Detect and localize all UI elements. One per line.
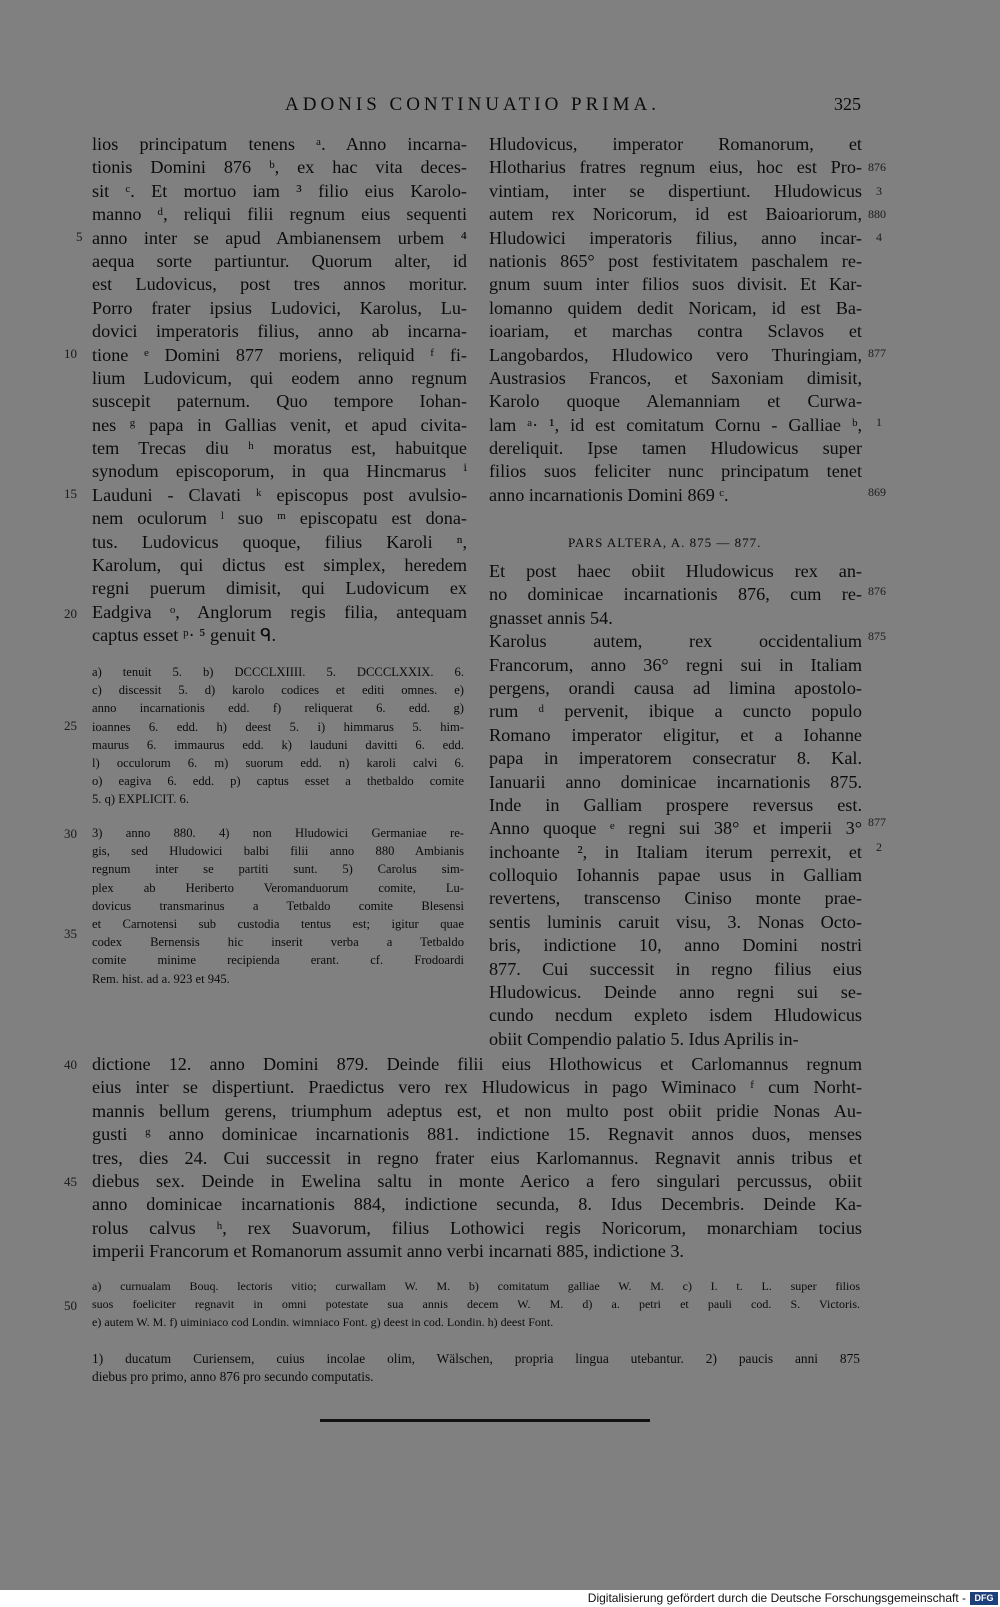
text-line: diebus sex. Deinde in Ewelina saltu in monte Aerico a fero singulari percussus, obiit	[92, 1170, 862, 1191]
text-line: Hludovicus, imperator Romanorum, et	[489, 134, 862, 154]
text-line: Karolum, qui dictus est simplex, heredem	[92, 555, 467, 576]
text-line: regni puerum dimisit, qui Ludovicum ex	[92, 578, 467, 599]
text-line: l) occulorum 6. m) suorum edd. n) karoli calvi 6.	[92, 755, 464, 770]
text-line: cundo necdum expleto isdem Hludowicus	[489, 1005, 862, 1026]
text-line: 3) anno 880. 4) non Hludowici Germaniae re-	[92, 826, 464, 840]
page-number: 325	[834, 94, 861, 114]
text-line: e) autem W. M. f) uiminiaco cod Londin. wimniaco Font. g) deest in cod. Londin. h) deest Font.	[92, 1315, 554, 1330]
text-line: rum ᵈ pervenit, ibique a cuncto populo	[489, 701, 862, 722]
text-line: nationis 865° post festivitatem paschalem re-	[489, 250, 862, 271]
text-line: codex Bernensis hic inserit verba a Tetbaldo	[92, 935, 464, 950]
section-heading: PARS ALTERA, A. 875 — 877.	[568, 535, 762, 550]
text-line: Romano imperator eligitur, et a Iohanne	[489, 724, 862, 745]
margin-number: 876	[868, 160, 886, 174]
text-line: Hludowicus. Deinde anno regni sui se-	[489, 982, 862, 1003]
text-line: Inde in Galliam prospere reversus est.	[489, 794, 862, 815]
text-line: Eadgiva ᵒ, Anglorum regis filia, antequam	[92, 601, 467, 622]
margin-number: 877	[868, 815, 886, 829]
margin-number: 877	[868, 346, 886, 360]
running-title: ADONIS CONTINUATIO PRIMA.	[285, 94, 660, 115]
margin-number: 50	[64, 1298, 77, 1313]
margin-number: 876	[868, 584, 886, 598]
margin-number: 45	[64, 1174, 77, 1189]
text-line: ioariam, et marchas contra Sclavos et	[489, 321, 862, 342]
margin-number: 4	[876, 230, 882, 244]
text-line: lios principatum tenens ᵃ. Anno incarna-	[92, 134, 467, 154]
text-line: revertens, transcenso Ciniso monte prae-	[489, 888, 862, 909]
text-line: Karolus autem, rex occidentalium	[489, 631, 862, 652]
margin-number: 875	[868, 629, 886, 643]
text-line: 5. q) EXPLICIT. 6.	[92, 792, 190, 807]
right-column-text-b	[489, 560, 862, 1051]
text-line: imperii Francorum et Romanorum assumit anno verbi incarnati 885, indictione 3.	[92, 1241, 684, 1262]
text-line: gusti ᵍ anno dominicae incarnationis 881. indictione 15. Regnavit annos duos, menses	[92, 1124, 862, 1145]
text-line: anno inter se apud Ambianensem urbem ⁴	[92, 227, 467, 248]
text-line: a) tenuit 5. b) DCCCLXIIII. 5. DCCCLXXIX. 6.	[92, 665, 464, 679]
text-line: Porro frater ipsius Ludovici, Karolus, Lu-	[92, 297, 467, 318]
text-line: colloquio Iohannis papae usus in Galliam	[489, 865, 862, 886]
margin-number: 1	[876, 415, 882, 429]
full-width-text	[92, 1053, 862, 1264]
text-line: bris, indictione 10, anno Domini nostri	[489, 935, 862, 956]
text-line: dereliquit. Ipse tamen Hludowicus super	[489, 438, 862, 459]
text-line: suos foeliciter regnavit in omni potestate sua annis decem W. M. d) a. petri et pauli cod. S. Victoris.	[92, 1297, 860, 1312]
text-line: nem oculorum ˡ suo ᵐ episcopatu est dona-	[92, 508, 467, 529]
text-line: filios suos feliciter nunc principatum tenet	[489, 461, 862, 482]
margin-number: 30	[64, 826, 77, 841]
text-line: papa in imperatorem consecratur 8. Kal.	[489, 748, 862, 769]
margin-number: 10	[64, 346, 77, 361]
text-line: Hlotharius fratres regnum eius, hoc est Pro-	[489, 157, 862, 178]
text-line: eius inter se dispertiunt. Praedictus vero rex Hludowicus in pago Wiminaco ᶠ cum Norht-	[92, 1077, 862, 1098]
text-line: et Carnotensi sub custodia tentus est; igitur quae	[92, 916, 464, 931]
text-line: plex ab Heriberto Veromanduorum comite, Lu-	[92, 880, 464, 895]
text-line: inchoante ², in Italiam iterum perrexit, et	[489, 841, 862, 862]
text-line: nes ᵍ papa in Gallias venit, et apud civita-	[92, 414, 467, 435]
text-line: Anno quoque ᵉ regni sui 38° et imperii 3°	[489, 818, 862, 839]
text-line: obiit Compendio palatio 5. Idus Aprilis in-	[489, 1028, 799, 1049]
text-line: lium Ludovicum, qui eodem anno regnum	[92, 367, 467, 388]
text-line: dictione 12. anno Domini 879. Deinde filii eius Hlothowicus et Carlomannus regnum	[92, 1054, 862, 1074]
text-line: gnum suum inter filios suos divisit. Et Kar-	[489, 274, 862, 295]
text-line: gis, sed Hludowici balbi filii anno 880 Ambianis	[92, 844, 464, 859]
text-line: mannis bellum gerens, triumphum adeptus est, et non multo post obiit pridie Nonas Au-	[92, 1100, 862, 1121]
text-line: ioannes 6. edd. h) deest 5. i) himmarus 5. him-	[92, 719, 464, 734]
bottom-footnotes-notes	[92, 1349, 860, 1385]
margin-number: 35	[64, 926, 77, 941]
margin-number: 880	[868, 207, 886, 221]
text-line: tus. Ludovicus quoque, filius Karoli ⁿ,	[92, 531, 467, 552]
text-line: comite minime recipienda erant. cf. Frodoardi	[92, 953, 464, 968]
margin-number: 869	[868, 485, 886, 499]
text-line: anno incarnationis Domini 869 ᶜ.	[489, 484, 729, 505]
left-column-text	[92, 133, 467, 648]
margin-number: 40	[64, 1057, 77, 1072]
text-line: Francorum, anno 36° regni sui in Italiam	[489, 654, 862, 675]
text-line: no dominicae incarnationis 876, cum re-	[489, 584, 862, 605]
text-line: Et post haec obiit Hludowicus rex an-	[489, 561, 862, 581]
text-line: est Ludovicus, post tres annos moritur.	[92, 274, 467, 295]
text-line: Karolo quoque Alemanniam et Curwa-	[489, 391, 862, 412]
text-line: suscepit paternum. Quo tempore Iohan-	[92, 391, 467, 412]
left-footnotes-notes	[92, 824, 464, 988]
bottom-footnotes-variants	[92, 1277, 860, 1332]
text-line: Langobardos, Hludowico vero Thuringiam,	[489, 344, 862, 365]
text-line: pergens, orandi causa ad limina apostolo-	[489, 677, 862, 698]
text-line: Rem. hist. ad a. 923 et 945.	[92, 971, 230, 986]
text-line: lomanno quidem dedit Noricam, id est Ba-	[489, 297, 862, 318]
text-line: Hludowici imperatoris filius, anno incar-	[489, 227, 862, 248]
closing-rule	[320, 1419, 650, 1422]
left-footnotes-variants	[92, 663, 464, 809]
running-header	[0, 94, 1000, 124]
text-line: aequa sorte partiuntur. Quorum alter, id	[92, 250, 467, 271]
text-line: vintiam, inter se dispertiunt. Hludowicus	[489, 180, 862, 201]
text-line: gnasset annis 54.	[489, 607, 613, 628]
right-column-text-a	[489, 133, 862, 507]
text-line: Austrasios Francos, et Saxoniam dimisit,	[489, 367, 862, 388]
text-line: sentis luminis caruit visu, 3. Nonas Octo-	[489, 911, 862, 932]
margin-number: 15	[64, 486, 77, 501]
text-line: o) eagiva 6. edd. p) captus esset a thetbaldo comite	[92, 774, 464, 789]
text-line: dovicus transmarinus a Tetbaldo comite Blesensi	[92, 898, 464, 913]
text-line: manno ᵈ, reliqui filii regnum eius sequenti	[92, 204, 467, 225]
digitization-bar	[0, 1590, 1000, 1607]
text-line: rolus calvus ʰ, rex Suavorum, filius Lothowici regis Noricorum, monarchiam tocius	[92, 1217, 862, 1238]
text-line: 1) ducatum Curiensem, cuius incolae olim, Wälschen, propria lingua utebantur. 2) paucis anni 875	[92, 1351, 860, 1366]
margin-number: 25	[64, 718, 77, 733]
text-line: sit ᶜ. Et mortuo iam ³ filio eius Karolo-	[92, 180, 467, 201]
text-line: Ianuarii anno dominicae incarnationis 875.	[489, 771, 862, 792]
text-line: tres, dies 24. Cui successit in regno frater eius Karlomannus. Regnavit annis tribus et	[92, 1147, 862, 1168]
text-line: regnum inter se partiti sunt. 5) Carolus sim-	[92, 862, 464, 877]
text-line: maurus 6. immaurus edd. k) lauduni davitti 6. edd.	[92, 737, 464, 752]
text-line: 877. Cui successit in regno filius eius	[489, 958, 862, 979]
dfg-logo: DFG	[970, 1592, 998, 1605]
margin-number: 5	[76, 229, 83, 244]
text-line: autem rex Noricorum, id est Baioariorum,	[489, 204, 862, 225]
text-line: c) discessit 5. d) karolo codices et editi omnes. e)	[92, 683, 464, 698]
text-line: a) curnualam Bouq. lectoris vitio; curwallam W. M. b) comitatum galliae W. M. c) I. t. L. super filios	[92, 1279, 860, 1293]
text-line: Lauduni - Clavati ᵏ episcopus post avulsio-	[92, 484, 467, 505]
text-line: tione ᵉ Domini 877 moriens, reliquid ᶠ fi-	[92, 344, 467, 365]
text-line: tem Trecas diu ʰ moratus est, habuitque	[92, 438, 467, 459]
text-line: dovici imperatoris filius, anno ab incarna-	[92, 321, 467, 342]
text-line: synodum episcoporum, in qua Hincmarus ⁱ	[92, 461, 467, 482]
text-line: anno dominicae incarnationis 884, indictione secunda, 8. Idus Decembris. Deinde Ka-	[92, 1194, 862, 1215]
text-line: lam ᵃ· ¹, id est comitatum Cornu - Galliae ᵇ,	[489, 414, 862, 435]
digitization-note: Digitalisierung gefördert durch die Deutsche Forschungsgemeinschaft -	[587, 1591, 966, 1605]
text-line: tionis Domini 876 ᵇ, ex hac vita deces-	[92, 157, 467, 178]
margin-number: 20	[64, 606, 77, 621]
text-line: anno incarnationis edd. f) reliquerat 6. edd. g)	[92, 701, 464, 716]
margin-number: 2	[876, 840, 882, 854]
text-line: captus esset ᵖ· ⁵ genuit ᑫ.	[92, 625, 277, 646]
margin-number: 3	[876, 184, 882, 198]
text-line: diebus pro primo, anno 876 pro secundo computatis.	[92, 1369, 374, 1385]
